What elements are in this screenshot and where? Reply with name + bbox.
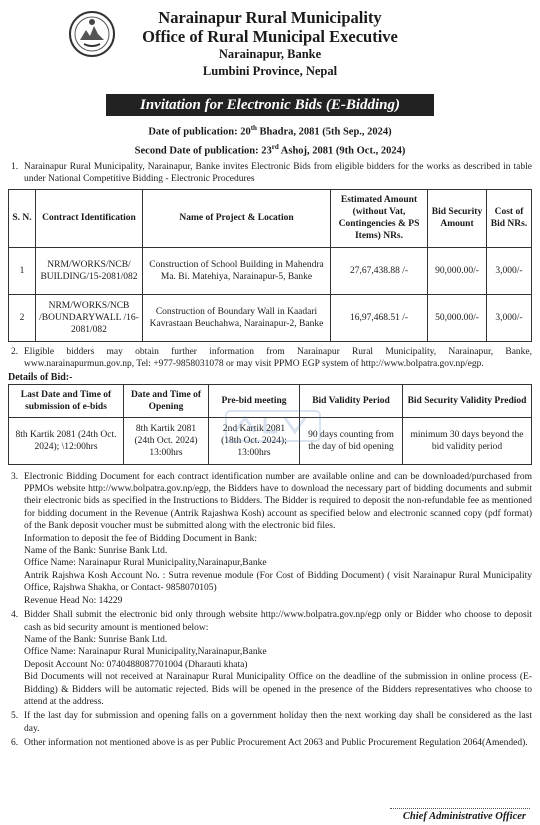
clause-1	[8, 161, 532, 186]
signature-title: Chief Administrative Officer	[402, 811, 526, 822]
bank-info-line: Antrik Rajshwa Kosh Account No. : Sutra revenue module (For Cost of Bidding Document) ( visit Narainapur Rural Municipality Office, Rajshwa Shakha, or Contact- 9858070105)	[24, 570, 532, 594]
clause-number: 6.	[11, 738, 19, 749]
pub-date-sup: th	[250, 124, 257, 132]
bank-info-line: Name of the Bank: Sunrise Bank Ltd.	[24, 546, 168, 557]
watermark-icon	[225, 410, 321, 442]
cell-sn: 2	[9, 294, 36, 341]
clause-text: If the last day for submission and opening falls on a government holiday then the next working day shall be considered as the last day.	[24, 711, 532, 734]
cell-security: 50,000.00/-	[428, 294, 487, 341]
cell-validity: 90 days counting from the day of bid opening	[300, 417, 403, 464]
clause-number: 1.	[11, 162, 19, 172]
bank-info-line: Office Name: Narainapur Rural Municipality,Narainapur,Banke	[24, 558, 267, 569]
deposit-info-line: Name of the Bank: Sunrise Bank Ltd.	[24, 634, 168, 645]
col-contract-id: Contract Identification	[36, 189, 143, 247]
col-estimate: Estimated Amount (without Vat, Contingencies & PS Items) NRs.	[331, 189, 428, 247]
col-validity: Bid Validity Period	[300, 384, 403, 417]
deposit-info-line: Deposit Account No: 0740488087701004 (Dharauti khata)	[24, 659, 248, 670]
details-label: Details of Bid:-	[8, 371, 73, 383]
municipality-name: Narainapur Rural Municipality	[158, 8, 382, 27]
clause-number: 3.	[11, 471, 19, 482]
clause-number: 2.	[11, 346, 19, 357]
cell-estimate: 27,67,438.88 /-	[331, 247, 428, 294]
clause-4	[8, 609, 532, 634]
col-sn: S. N.	[9, 189, 36, 247]
cell-security-validity: minimum 30 days beyond the bid validity period	[403, 417, 532, 464]
cell-sn: 1	[9, 247, 36, 294]
province-line: Lumbini Province, Nepal	[202, 64, 338, 78]
table-header-row	[9, 189, 532, 247]
clause-5	[8, 710, 532, 735]
col-prebid: Pre-bid meeting	[209, 384, 300, 417]
second-publication-date	[8, 140, 532, 159]
signature-line	[390, 808, 530, 809]
second-date-sup: rd	[271, 142, 279, 151]
clause-text: Bidder Shall submit the electronic bid only through website http://www.bolpatra.gov.np/egp only or Bidder who choose to deposit cash as bid security amount is mentioned below:	[24, 610, 532, 633]
cell-contract-id: NRM/WORKS/NCB /BOUNDARYWALL /16-2081/082	[36, 294, 143, 341]
col-opening: Date and Time of Opening	[124, 384, 209, 417]
table-row	[9, 294, 532, 341]
col-security: Bid Security Amount	[428, 189, 487, 247]
clause-3	[8, 471, 532, 533]
cell-cost: 3,000/-	[487, 247, 532, 294]
cell-project: Construction of Boundary Wall in Kaadari Kavrastaan Beuchahwa, Narainapur-2, Banke	[143, 294, 331, 341]
cell-opening: 8th Kartik 2081 (24th Oct. 2024) 13:00hrs	[124, 417, 209, 464]
clause-text: Electronic Bidding Document for each contract identification number are available online and can be downloaded/purchased from PPMOs website http://www.bolpatra.gov.np/egp, the Bidders have to download the necessary part of bidding documents and submit their electronic bids as specified in the Instructions to Bidders. The Bidder is required to deposit the non-refundable fee as mentioned for bidding document in the Revenue (Antrik Rajashwa Kosh) account as specified below and electronic scanned copy (pdf format) of the Bank deposit voucher must be submitted along with the electronic bid files.	[24, 471, 532, 532]
clause-2	[8, 346, 532, 371]
bank-info-line: Information to deposit the fee of Bidding Document in Bank:	[24, 533, 257, 544]
cell-estimate: 16,97,468.51 /-	[331, 294, 428, 341]
pub-date-prefix: Date of publication: 20	[148, 126, 251, 138]
col-last-date: Last Date and Time of submission of e-bids	[9, 384, 124, 417]
pub-date-suffix: Bhadra, 2081 (5th Sep., 2024)	[256, 126, 392, 138]
col-cost: Cost of Bid NRs.	[487, 189, 532, 247]
cell-security: 90,000.00/-	[428, 247, 487, 294]
deposit-info-line: Office Name: Narainapur Rural Municipality,Narainapur,Banke	[24, 647, 267, 658]
cell-contract-id: NRM/WORKS/NCB/ BUILDING/15-2081/082	[36, 247, 143, 294]
office-address: Narainapur, Banke	[218, 47, 322, 61]
deposit-closing-text: Bid Documents will not received at Narainapur Rural Municipality Office on the deadline of the submission in online process (E-Bidding) & Bidders will be automatic rejected. Bids will be opened in the presence of the Bidders representatives who choose to attend at the address.	[24, 672, 532, 707]
clause-text: Other information not mentioned above is as per Public Procurement Act 2063 and Public Procurement Regulation 2064(Amended).	[24, 738, 528, 749]
cell-prebid: 2nd Kartik 2081 (18th Oct. 2024); 13:00hrs	[209, 417, 300, 464]
publication-dates	[8, 121, 532, 158]
col-project: Name of Project & Location	[143, 189, 331, 247]
notice-title: Invitation for Electronic Bids (E-Bidding)	[106, 94, 434, 116]
clause-6	[8, 737, 532, 749]
nepal-emblem-icon	[68, 10, 116, 58]
clause-text: Eligible bidders may obtain further information from Narainapur Rural Municipality, Narainapur, Banke, www.narainapurmun.gov.np, Tel: +977-9858031078 or may visit PPMO EGP system of http://www.bolpatra.gov.np/egp.	[24, 346, 532, 370]
contracts-table	[8, 189, 532, 342]
bank-info-line: Revenue Head No: 14229	[24, 595, 123, 606]
clause-text: Narainapur Rural Municipality, Narainapur, Banke invites Electronic Bids from eligible bidders for the works as described in table under National Competitive Bidding - Electronic Procedures	[24, 162, 532, 185]
cell-cost: 3,000/-	[487, 294, 532, 341]
table-row	[9, 247, 532, 294]
publication-date	[8, 121, 532, 140]
office-name: Office of Rural Municipal Executive	[142, 27, 398, 46]
col-security-validity: Bid Security Validity Prediod	[403, 384, 532, 417]
header	[8, 0, 532, 92]
cell-last-date: 8th Kartik 2081 (24th Oct. 2024); \12:00hrs	[9, 417, 124, 464]
second-date-prefix: Second Date of publication: 23	[134, 145, 272, 156]
clause-number: 4.	[11, 610, 19, 621]
cell-project: Construction of School Building in Mahendra Ma. Bi. Matehiya, Narainapur-5, Banke	[143, 247, 331, 294]
second-date-suffix: Ashoj, 2081 (9th Oct., 2024)	[278, 145, 406, 156]
clause-number: 5.	[11, 711, 19, 722]
